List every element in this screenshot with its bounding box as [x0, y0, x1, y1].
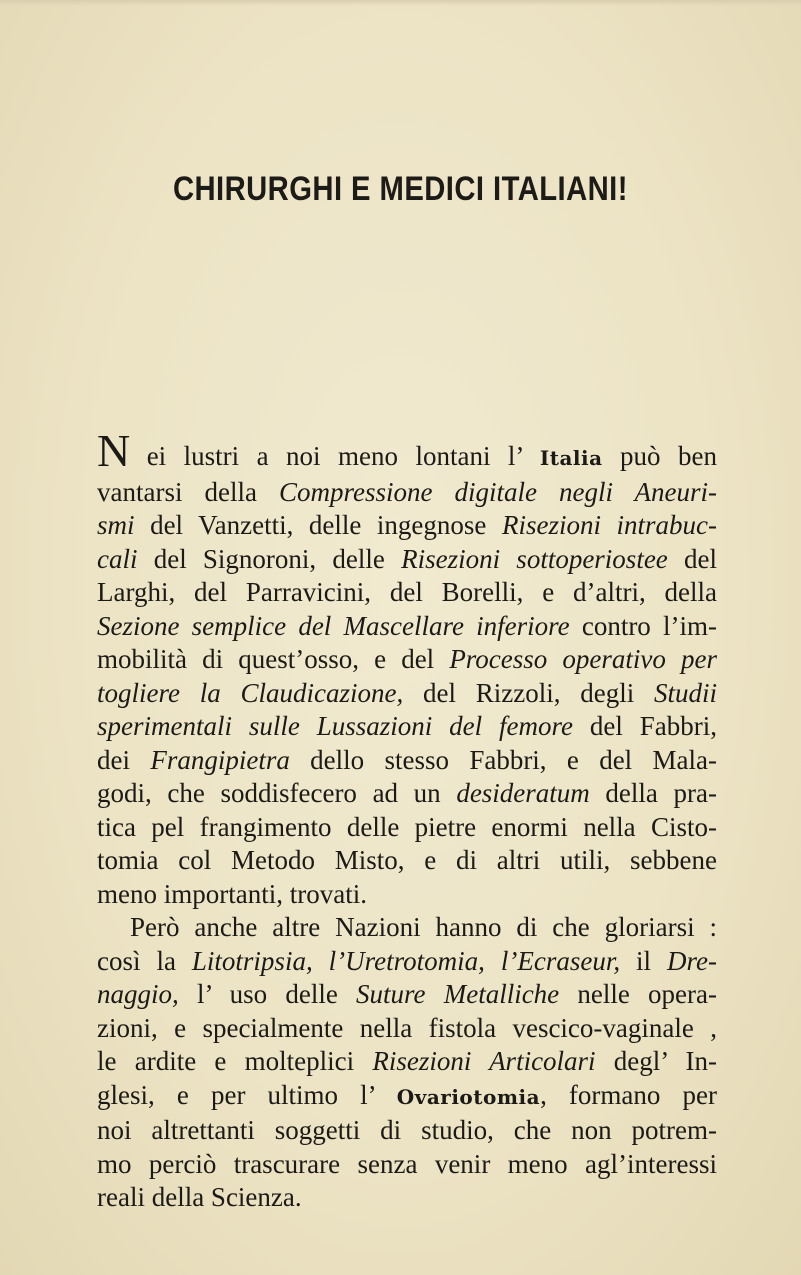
text-line: Però anche altre Nazioni hanno di che gloriarsi : — [130, 912, 717, 942]
page-edge — [0, 0, 801, 6]
text-line: meno importanti, trovati. — [97, 878, 367, 909]
emphasis-ovariotomia: Ovariotomia — [396, 1084, 541, 1109]
text-line: smi del Vanzetti, delle ingegnose Risezioni intrabuc- — [97, 510, 717, 540]
text-line: Larghi, del Parravicini, del Borelli, e d’altri, della — [97, 577, 717, 607]
text-line: N ei lustri a noi meno lontani l’ Italia può ben — [97, 425, 718, 476]
text-line: cali del Signoroni, delle Risezioni sottoperiostee del — [97, 543, 717, 574]
text-line: godi, che soddisfecero ad un desideratum della pra- — [97, 778, 717, 808]
text-line: dei Frangipietra dello stesso Fabbri, e del Mala- — [97, 744, 717, 775]
text-line: zioni, e specialmente nella fistola vescico-vaginale , — [97, 1012, 717, 1043]
text-line: togliere la Claudicazione, del Rizzoli, degli Studii — [97, 677, 718, 708]
drop-cap: N — [97, 425, 130, 476]
emphasis-italia: Italia — [539, 446, 603, 470]
text-line: le ardite e molteplici Risezioni Articolari degl’ In- — [97, 1046, 717, 1076]
text-line: mobilità di quest’osso, e del Processo operativo per — [97, 644, 717, 674]
text-line: così la Litotripsia, l’Uretrotomia, l’Ecraseur, il Dre- — [97, 945, 717, 976]
text-line: glesi, e per ultimo l’ Ovariotomia, formano per — [97, 1079, 717, 1110]
text-line: vantarsi della Compressione digitale negli Aneuri- — [97, 476, 717, 507]
text-line: noi altrettanti soggetti di studio, che non potrem- — [97, 1115, 717, 1145]
text-line: Sezione semplice del Mascellare inferiore contro l’im- — [97, 610, 717, 641]
text-line: mo perciò trascurare senza venir meno agl’interessi — [97, 1148, 717, 1179]
text-line: reali della Scienza. — [97, 1182, 302, 1212]
text-line: naggio, l’ uso delle Suture Metalliche nelle opera- — [97, 979, 717, 1009]
text-line: tomia col Metodo Misto, e di altri utili, sebbene — [97, 845, 717, 875]
text-line: tica pel frangimento delle pietre enormi nella Cisto- — [97, 811, 717, 842]
text-line: sperimentali sulle Lussazioni del femore del Fabbri, — [97, 711, 718, 741]
body-text — [97, 425, 718, 1215]
page-title: CHIRURGHI E MEDICI ITALIANI! — [172, 170, 628, 208]
